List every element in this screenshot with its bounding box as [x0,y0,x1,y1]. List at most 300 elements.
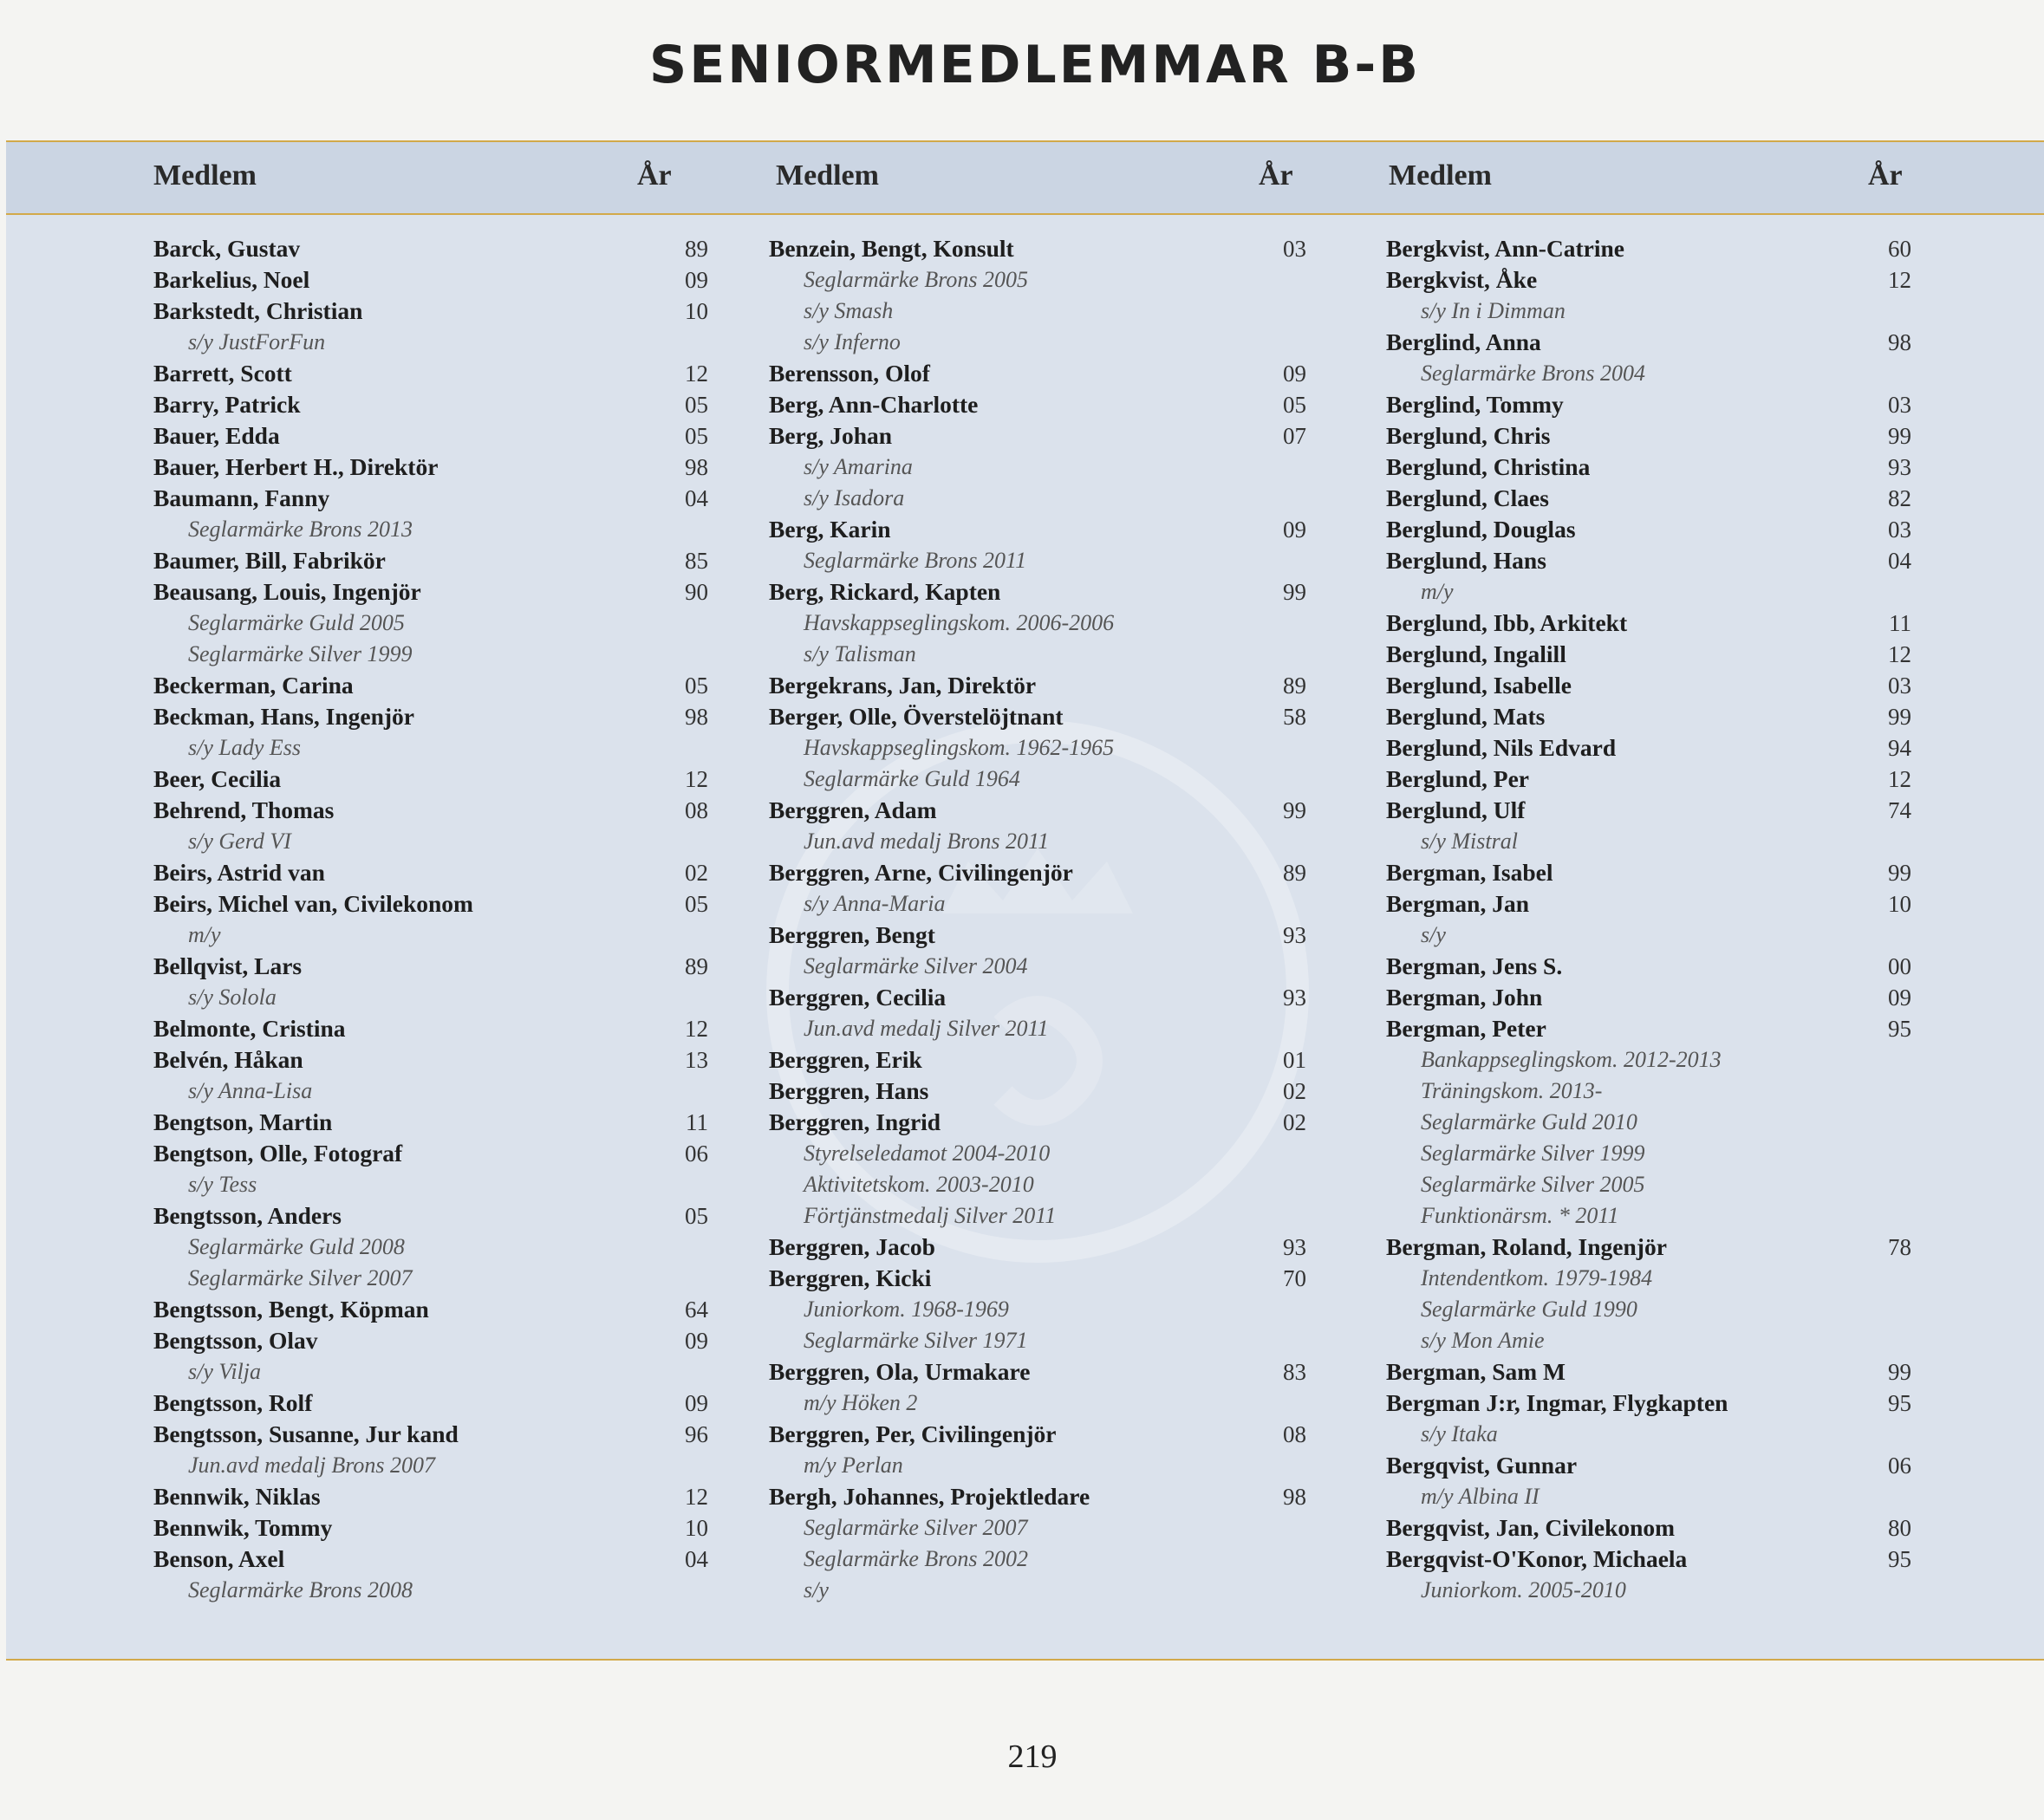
member-name: Bergman J:r, Ingmar, Flygkapten [1386,1389,1728,1416]
member-row [153,795,708,826]
member-row [153,1138,708,1169]
member-detail-text: Havskappseglingskom. 2006-2006 [804,610,1115,635]
member-year: 10 [685,298,708,324]
member-detail [1386,576,1906,608]
member-year: 12 [685,1016,708,1042]
member-year: 02 [1283,1078,1306,1104]
member-column-2 [769,233,1306,1606]
member-detail-text: Intendentkom. 1979-1984 [1421,1265,1653,1290]
member-row [1386,483,1911,514]
member-detail-text: Juniorkom. 1968-1969 [804,1297,1009,1322]
member-year: 80 [1888,1515,1911,1541]
member-name: Berglund, Christina [1386,453,1591,480]
member-year: 95 [1888,1016,1911,1042]
member-name: Berggren, Erik [769,1046,922,1073]
page-title: SENIORMEDLEMMAR B-B [649,35,1421,95]
member-detail-text: s/y Solola [188,985,277,1010]
member-year: 89 [685,236,708,262]
member-row [153,1294,708,1325]
column-header-year: År [1868,159,1903,192]
member-name: Beckerman, Carina [153,672,354,699]
member-name: Baumer, Bill, Fabrikör [153,547,386,574]
member-detail [1386,1138,1906,1169]
member-detail [769,1138,1289,1169]
member-name: Barrett, Scott [153,360,292,387]
member-detail [1386,1263,1906,1294]
member-detail-text: s/y Gerd VI [188,829,291,854]
member-row [769,795,1306,826]
member-year: 98 [1283,1484,1306,1510]
member-year: 02 [685,860,708,886]
member-row [153,233,708,264]
member-detail-text: Seglarmärke Brons 2011 [804,548,1027,573]
member-detail [1386,1419,1906,1450]
member-year: 99 [1888,860,1911,886]
member-table [6,140,2044,1661]
member-detail-text: m/y Höken 2 [804,1390,918,1415]
member-year: 99 [1888,423,1911,449]
member-row [769,389,1306,420]
member-detail [1386,1294,1906,1325]
member-year: 11 [1889,610,1911,636]
member-row [1386,1388,1911,1419]
member-year: 12 [685,361,708,387]
member-detail-text: Bankappseglingskom. 2012-2013 [1421,1047,1722,1072]
member-detail-text: Seglarmärke Brons 2005 [804,267,1029,292]
member-name: Berg, Rickard, Kapten [769,578,1001,605]
member-detail [153,826,674,857]
member-row [1386,982,1911,1013]
member-detail-text: Seglarmärke Guld 1990 [1421,1297,1637,1322]
member-detail-text: Seglarmärke Silver 2007 [188,1265,413,1290]
member-name: Berglund, Claes [1386,484,1549,511]
member-row [1386,857,1911,888]
member-row [1386,514,1911,545]
member-detail-text: Seglarmärke Guld 2008 [188,1234,405,1259]
member-year: 94 [1888,735,1911,761]
member-row [153,545,708,576]
member-column-3 [1386,233,1911,1606]
member-detail-text: s/y [1421,922,1446,947]
member-year: 00 [1888,953,1911,979]
member-row [1386,670,1911,701]
member-year: 99 [1888,704,1911,730]
member-detail [769,327,1289,358]
member-year: 93 [1888,454,1911,480]
member-row [1386,608,1911,639]
table-header [6,142,2044,215]
member-year: 93 [1283,1234,1306,1260]
member-detail-text: Seglarmärke Silver 2004 [804,953,1028,978]
member-year: 70 [1283,1265,1306,1291]
member-name: Bergekrans, Jan, Direktör [769,672,1037,699]
member-year: 60 [1888,236,1911,262]
member-name: Behrend, Thomas [153,796,335,823]
member-name: Berggren, Arne, Civilingenjör [769,859,1073,886]
member-year: 05 [685,1203,708,1229]
member-row [769,1107,1306,1138]
member-name: Berglund, Chris [1386,422,1551,449]
member-name: Berg, Johan [769,422,893,449]
member-year: 93 [1283,922,1306,948]
member-detail [1386,1076,1906,1107]
member-name: Berglund, Ulf [1386,796,1526,823]
member-year: 02 [1283,1109,1306,1135]
member-year: 99 [1888,1359,1911,1385]
member-name: Berggren, Kicki [769,1264,932,1291]
member-detail-text: s/y Mon Amie [1421,1328,1545,1353]
member-detail [769,1169,1289,1200]
member-year: 98 [685,454,708,480]
member-detail [153,639,674,670]
member-detail-text: Seglarmärke Silver 1999 [1421,1141,1645,1166]
member-detail-text: Seglarmärke Silver 1971 [804,1328,1028,1353]
member-row [769,1076,1306,1107]
member-row [1386,1512,1911,1544]
member-row [769,420,1306,452]
member-detail [1386,1325,1906,1356]
member-name: Bauer, Herbert H., Direktör [153,453,439,480]
member-name: Berg, Karin [769,516,891,543]
member-row [1386,1450,1911,1481]
member-name: Berggren, Ola, Urmakare [769,1358,1031,1385]
member-detail-text: s/y [804,1577,829,1602]
member-row [153,264,708,296]
member-row [153,1200,708,1232]
member-detail [769,639,1289,670]
column-header-member: Medlem [1389,159,1492,192]
member-name: Bengtsson, Olav [153,1327,318,1354]
member-name: Berglund, Per [1386,765,1529,792]
member-name: Bergkvist, Åke [1386,266,1538,293]
member-year: 78 [1888,1234,1911,1260]
member-year: 05 [685,673,708,699]
member-year: 11 [686,1109,708,1135]
member-year: 12 [1888,641,1911,667]
member-year: 09 [685,1328,708,1354]
member-detail [153,732,674,764]
member-name: Berglund, Isabelle [1386,672,1572,699]
member-row [769,233,1306,264]
member-detail-text: Seglarmärke Guld 1964 [804,766,1020,791]
member-detail-text: s/y Vilja [188,1359,262,1384]
member-detail [153,608,674,639]
member-detail [153,1232,674,1263]
member-row [1386,795,1911,826]
member-detail-text: Jun.avd medalj Silver 2011 [804,1016,1049,1041]
column-header-member: Medlem [776,159,879,192]
member-name: Berensson, Olof [769,360,930,387]
member-year: 09 [1283,517,1306,543]
member-detail [769,608,1289,639]
member-year: 12 [1888,766,1911,792]
member-detail [769,1575,1289,1606]
member-row [153,764,708,795]
member-name: Baumann, Fanny [153,484,330,511]
member-row [769,857,1306,888]
member-name: Bergman, Isabel [1386,859,1553,886]
member-detail [769,1388,1289,1419]
member-row [769,1419,1306,1450]
member-detail [153,1169,674,1200]
member-name: Bergman, Peter [1386,1015,1546,1042]
member-year: 89 [1283,673,1306,699]
member-detail-text: s/y Talisman [804,641,916,666]
member-row [153,1325,708,1356]
member-year: 09 [685,267,708,293]
member-row [153,1107,708,1138]
member-name: Berglund, Ingalill [1386,640,1566,667]
member-name: Bengtsson, Rolf [153,1389,313,1416]
member-row [769,1044,1306,1076]
member-detail-text: Seglarmärke Silver 2007 [804,1515,1028,1540]
member-detail-text: m/y Albina II [1421,1484,1540,1509]
member-detail-text: m/y [188,922,221,947]
member-row [153,857,708,888]
member-row [1386,264,1911,296]
member-year: 89 [685,953,708,979]
member-row [153,1481,708,1512]
member-year: 03 [1283,236,1306,262]
member-detail-text: Seglarmärke Guld 2005 [188,610,405,635]
member-year: 06 [685,1141,708,1167]
member-detail-text: Seglarmärke Brons 2002 [804,1546,1029,1571]
member-detail [769,1512,1289,1544]
member-detail [769,1013,1289,1044]
member-row [769,576,1306,608]
member-detail-text: m/y [1421,579,1454,604]
member-year: 09 [1888,985,1911,1011]
member-name: Berger, Olle, Överstelöjtnant [769,703,1064,730]
member-row [153,358,708,389]
member-row [769,920,1306,951]
member-detail-text: Seglarmärke Silver 2005 [1421,1172,1645,1197]
member-name: Berglund, Nils Edvard [1386,734,1617,761]
member-row [153,1419,708,1450]
member-name: Berglund, Ibb, Arkitekt [1386,609,1628,636]
member-detail [153,1076,674,1107]
member-detail-text: Seglarmärke Brons 2004 [1421,361,1646,386]
member-year: 96 [685,1421,708,1447]
member-detail-text: s/y Smash [804,298,894,323]
member-detail-text: s/y Isadora [804,485,905,510]
member-name: Bergman, Sam M [1386,1358,1566,1385]
member-detail-text: Förtjänstmedalj Silver 2011 [804,1203,1057,1228]
member-name: Bergman, Jan [1386,890,1529,917]
member-row [1386,1232,1911,1263]
member-year: 74 [1888,797,1911,823]
member-name: Bergh, Johannes, Projektledare [769,1483,1090,1510]
member-name: Bengtson, Olle, Fotograf [153,1140,403,1167]
member-detail [1386,1044,1906,1076]
member-detail [153,920,674,951]
member-detail [769,1325,1289,1356]
member-detail [769,764,1289,795]
member-name: Barck, Gustav [153,235,301,262]
member-year: 06 [1888,1453,1911,1479]
member-row [153,483,708,514]
member-year: 08 [1283,1421,1306,1447]
member-detail-text: Seglarmärke Brons 2013 [188,517,413,542]
member-detail-text: Seglarmärke Guld 2010 [1421,1109,1637,1134]
member-row [153,670,708,701]
member-name: Berglind, Tommy [1386,391,1564,418]
member-row [153,576,708,608]
member-name: Berglund, Douglas [1386,516,1576,543]
member-detail [769,732,1289,764]
member-year: 04 [685,1546,708,1572]
member-row [1386,1356,1911,1388]
member-year: 98 [685,704,708,730]
member-row [1386,389,1911,420]
column-header-member: Medlem [153,159,257,192]
member-detail-text: Jun.avd medalj Brons 2011 [804,829,1050,854]
member-row [1386,1013,1911,1044]
member-row [153,701,708,732]
member-year: 99 [1283,797,1306,823]
member-detail-text: s/y Tess [188,1172,257,1197]
member-detail-text: Havskappseglingskom. 1962-1965 [804,735,1115,760]
member-detail-text: Seglarmärke Silver 1999 [188,641,413,666]
member-year: 12 [685,1484,708,1510]
member-name: Bellqvist, Lars [153,952,303,979]
member-detail [153,1263,674,1294]
member-name: Belmonte, Cristina [153,1015,346,1042]
member-name: Bergqvist, Gunnar [1386,1452,1578,1479]
member-name: Berggren, Jacob [769,1233,935,1260]
member-year: 05 [685,392,708,418]
member-name: Berg, Ann-Charlotte [769,391,979,418]
member-name: Berggren, Per, Civilingenjör [769,1420,1057,1447]
member-row [1386,545,1911,576]
member-detail [769,483,1289,514]
member-name: Berggren, Adam [769,796,937,823]
member-row [769,1356,1306,1388]
member-year: 04 [685,485,708,511]
member-row [769,1232,1306,1263]
member-detail-text: s/y JustForFun [188,329,326,354]
member-detail [1386,358,1906,389]
member-year: 05 [685,423,708,449]
member-name: Benson, Axel [153,1545,285,1572]
member-detail-text: s/y Mistral [1421,829,1518,854]
member-name: Belvén, Håkan [153,1046,303,1073]
page-number: 219 [1007,1739,1058,1775]
member-name: Beirs, Astrid van [153,859,325,886]
member-year: 85 [685,548,708,574]
member-name: Bengtson, Martin [153,1108,333,1135]
member-row [153,1544,708,1575]
member-year: 95 [1888,1546,1911,1572]
member-year: 13 [685,1047,708,1073]
member-year: 03 [1888,673,1911,699]
member-detail-text: s/y Itaka [1421,1421,1498,1446]
member-year: 05 [685,891,708,917]
member-year: 64 [685,1297,708,1323]
member-name: Bengtsson, Bengt, Köpman [153,1296,429,1323]
member-year: 01 [1283,1047,1306,1073]
member-row [153,420,708,452]
member-detail-text: s/y Lady Ess [188,735,301,760]
member-detail [1386,1169,1906,1200]
member-name: Bennwik, Niklas [153,1483,321,1510]
member-detail [153,327,674,358]
member-detail [769,545,1289,576]
member-name: Berggren, Bengt [769,921,935,948]
member-detail [769,1544,1289,1575]
member-detail [1386,1481,1906,1512]
member-row [1386,452,1911,483]
member-detail [769,1200,1289,1232]
member-name: Berggren, Ingrid [769,1108,941,1135]
member-row [153,1512,708,1544]
member-name: Bergqvist, Jan, Civilekonom [1386,1514,1676,1541]
member-name: Berggren, Hans [769,1077,929,1104]
member-row [153,452,708,483]
member-name: Bengtsson, Anders [153,1202,342,1229]
member-detail [769,264,1289,296]
member-detail [769,452,1289,483]
member-year: 95 [1888,1390,1911,1416]
member-detail [1386,1200,1906,1232]
member-row [153,888,708,920]
member-detail [1386,920,1906,951]
member-detail [153,1356,674,1388]
member-row [769,1263,1306,1294]
member-name: Bergman, John [1386,984,1543,1011]
member-name: Berggren, Cecilia [769,984,947,1011]
member-name: Berglund, Hans [1386,547,1546,574]
member-detail-text: Juniorkom. 2005-2010 [1421,1577,1626,1602]
member-detail [1386,296,1906,327]
member-name: Bergqvist-O'Konor, Michaela [1386,1545,1688,1572]
member-row [769,1481,1306,1512]
member-name: Bergman, Jens S. [1386,952,1563,979]
member-row [769,670,1306,701]
member-detail [769,951,1289,982]
member-detail [1386,826,1906,857]
member-detail [153,1575,674,1606]
member-name: Beausang, Louis, Ingenjör [153,578,421,605]
member-detail [769,296,1289,327]
member-row [1386,764,1911,795]
member-name: Bennwik, Tommy [153,1514,333,1541]
member-row [153,1044,708,1076]
member-year: 08 [685,797,708,823]
member-name: Beckman, Hans, Ingenjör [153,703,414,730]
member-name: Barkelius, Noel [153,266,310,293]
member-row [769,358,1306,389]
member-detail [153,1450,674,1481]
member-name: Bengtsson, Susanne, Jur kand [153,1420,459,1447]
member-detail [1386,1575,1906,1606]
member-row [153,1388,708,1419]
member-detail [769,1450,1289,1481]
member-row [153,389,708,420]
member-row [769,701,1306,732]
member-row [1386,327,1911,358]
member-detail [769,1294,1289,1325]
member-year: 03 [1888,517,1911,543]
member-name: Beirs, Michel van, Civilekonom [153,890,473,917]
member-name: Berglind, Anna [1386,328,1541,355]
member-row [1386,732,1911,764]
member-year: 12 [1888,267,1911,293]
member-detail-text: s/y Anna-Maria [804,891,946,916]
member-name: Benzein, Bengt, Konsult [769,235,1014,262]
member-detail-text: Styrelseledamot 2004-2010 [804,1141,1051,1166]
member-row [1386,639,1911,670]
